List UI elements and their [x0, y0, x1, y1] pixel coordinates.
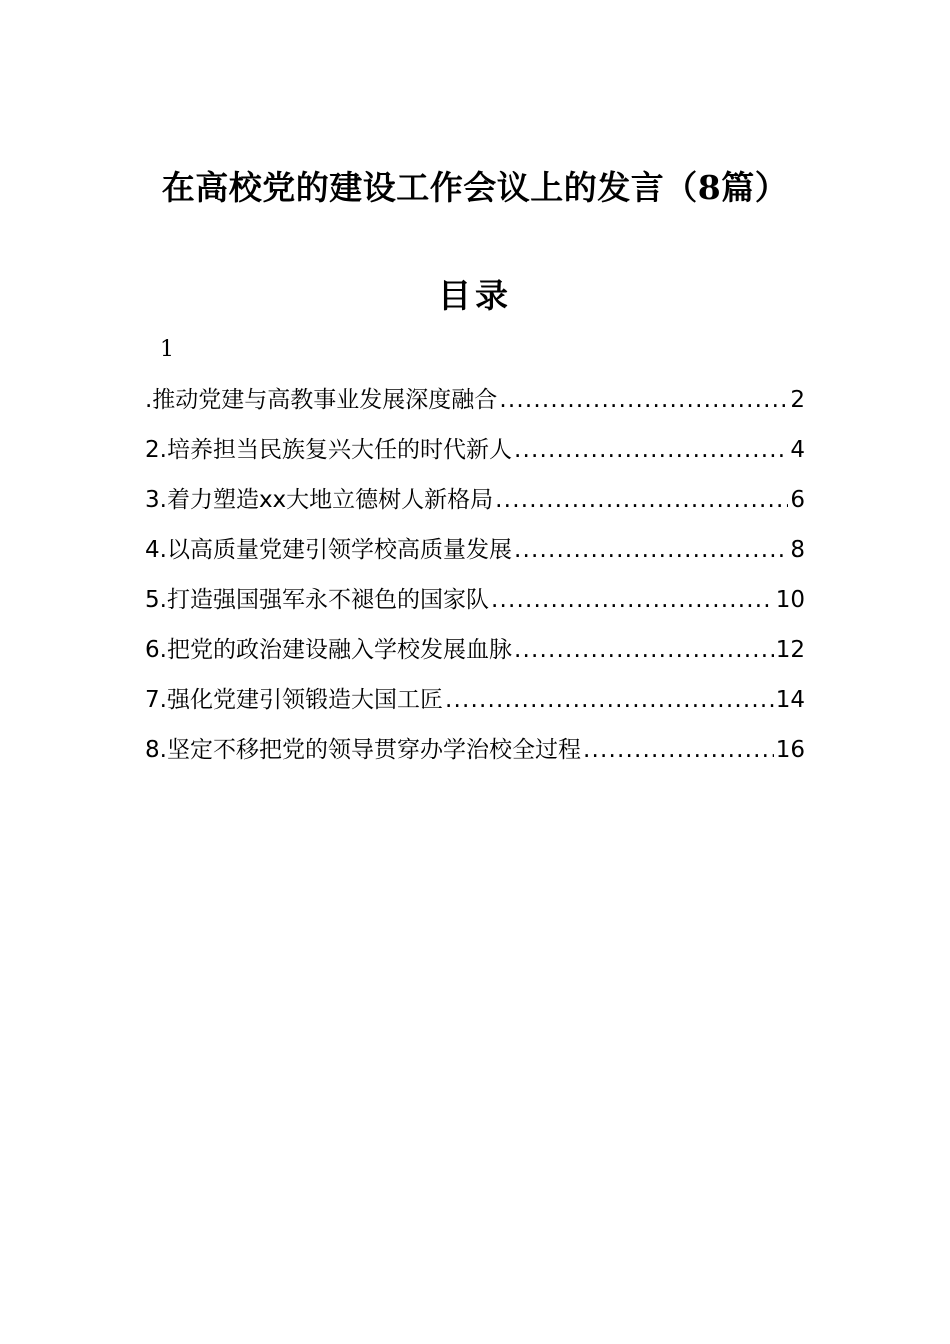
- toc-dot-leader: [514, 530, 788, 570]
- toc-dot-leader: [583, 730, 774, 770]
- toc-entry-title: 3.着力塑造xx大地立德树人新格局: [145, 487, 494, 513]
- toc-page-number: 16: [775, 737, 805, 763]
- toc-entry[interactable]: [145, 730, 805, 780]
- toc-page-number: 6: [790, 487, 805, 513]
- list-number: 1: [160, 337, 174, 362]
- table-of-contents: [145, 380, 805, 780]
- toc-dot-leader: [491, 580, 774, 620]
- toc-entry-title: 6.把党的政治建设融入学校发展血脉: [145, 637, 512, 663]
- toc-entry[interactable]: [145, 680, 805, 730]
- toc-entry-title: .推动党建与高教事业发展深度融合: [145, 387, 498, 413]
- toc-entry-title: 7.强化党建引领锻造大国工匠: [145, 687, 443, 713]
- toc-entry[interactable]: [145, 630, 805, 680]
- toc-entry-title: 5.打造强国强军永不褪色的国家队: [145, 587, 489, 613]
- toc-dot-leader: [514, 630, 774, 670]
- toc-dot-leader: [495, 480, 788, 520]
- toc-page-number: 12: [775, 637, 805, 663]
- document-title: 在高校党的建设工作会议上的发言（8篇）: [161, 168, 789, 207]
- toc-entry[interactable]: [145, 430, 805, 480]
- toc-entry[interactable]: [145, 480, 805, 530]
- toc-entry[interactable]: [145, 580, 805, 630]
- toc-dot-leader: [514, 430, 788, 470]
- toc-entry-title: 2.培养担当民族复兴大任的时代新人: [145, 437, 512, 463]
- toc-page-number: 4: [790, 437, 805, 463]
- toc-entry-title: 4.以高质量党建引领学校高质量发展: [145, 537, 512, 563]
- toc-page-number: 2: [790, 387, 805, 413]
- toc-entry[interactable]: [145, 530, 805, 580]
- toc-dot-leader: [445, 680, 774, 720]
- toc-entry-title: 8.坚定不移把党的领导贯穿办学治校全过程: [145, 737, 581, 763]
- toc-entry[interactable]: [145, 380, 805, 430]
- toc-page-number: 8: [790, 537, 805, 563]
- toc-dot-leader: [499, 380, 788, 420]
- toc-page-number: 14: [775, 687, 805, 713]
- toc-heading: 目录: [438, 276, 512, 315]
- toc-page-number: 10: [775, 587, 805, 613]
